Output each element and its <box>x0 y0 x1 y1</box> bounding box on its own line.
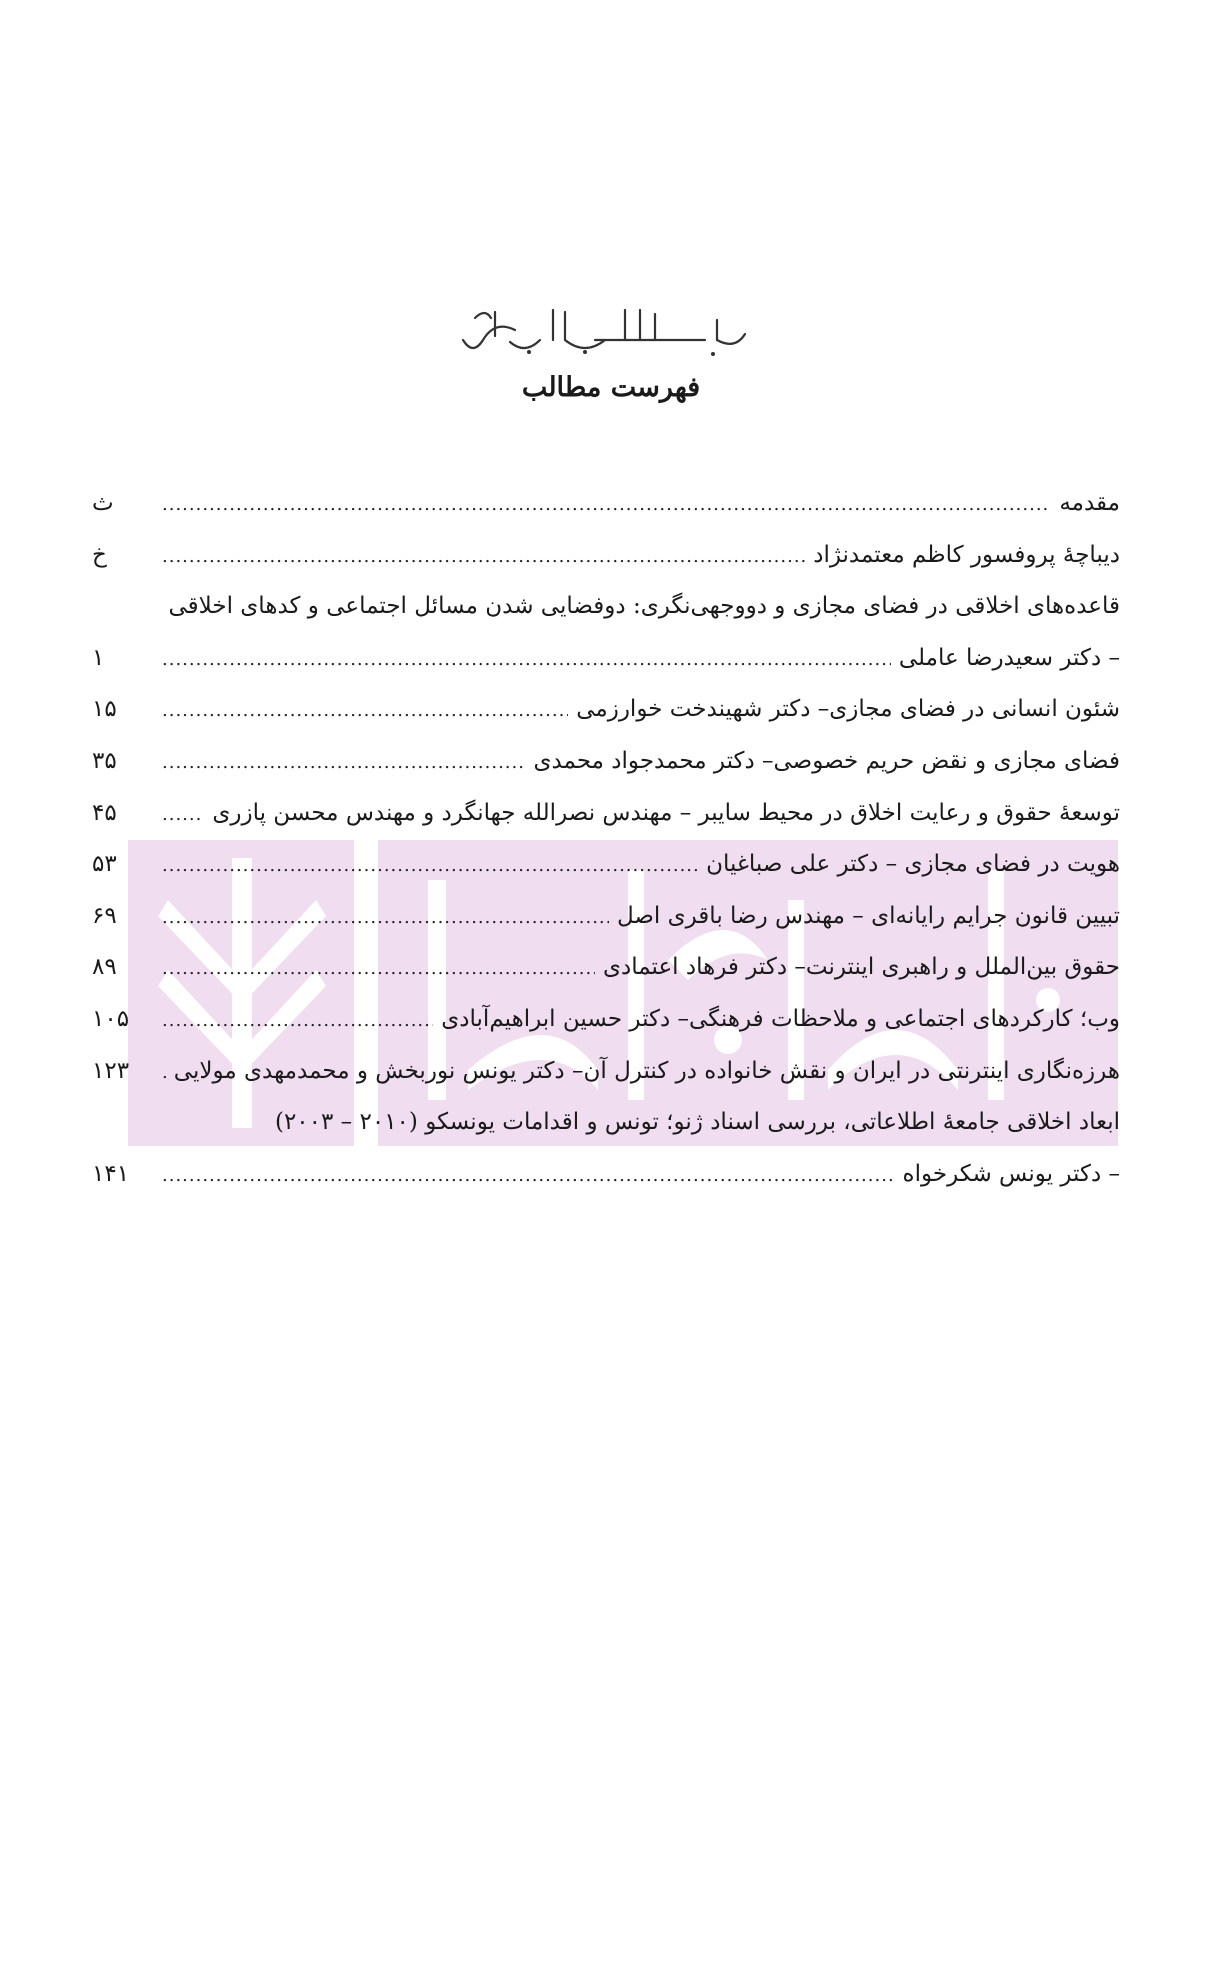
toc-entry-page: ۵۳ <box>92 851 117 878</box>
toc-entry-title: فضای مجازی و نقض حریم خصوصی– دکتر محمدجواد محمدی <box>533 747 1120 774</box>
toc-entry <box>92 736 1120 788</box>
basmala-text <box>755 300 756 301</box>
toc-entry-page: ۳۵ <box>92 747 117 774</box>
toc-entry-page: ۸۹ <box>92 954 117 981</box>
dot-leader <box>162 943 595 995</box>
toc-entry-page: ۱۲۳ <box>92 1057 130 1084</box>
toc-entry <box>92 1149 1120 1201</box>
toc-entry <box>92 891 1120 943</box>
dot-leader <box>162 479 1051 531</box>
dot-leader <box>162 531 805 583</box>
toc-entry <box>92 478 1120 530</box>
toc-entry <box>92 839 1120 891</box>
toc-entry-title: وب؛ کارکردهای اجتماعی و ملاحظات فرهنگی– دکتر حسین ابراهیم‌آبادی <box>441 1005 1120 1032</box>
toc-entry-title: قاعده‌های اخلاقی در فضای مجازی و دووجهی‌نگری: دوفضایی شدن مسائل اجتماعی و کدهای اخلاقی <box>168 593 1120 620</box>
toc-entry-title: دیباچهٔ پروفسور کاظم معتمدنژاد <box>813 541 1120 568</box>
dot-leader <box>162 995 433 1047</box>
toc-entry-title: مقدمه <box>1059 490 1120 516</box>
basmala-calligraphy <box>455 300 755 362</box>
toc-entry <box>92 684 1120 736</box>
toc-entry-page: ۱۴۱ <box>92 1160 130 1187</box>
toc-entry-title: – دکتر سعیدرضا عاملی <box>898 644 1120 671</box>
toc-entry-title: توسعهٔ حقوق و رعایت اخلاق در محیط سایبر – مهندس نصرالله جهانگرد و مهندس محسن پازری <box>212 799 1120 826</box>
basmala-icon <box>455 300 755 362</box>
dot-leader <box>162 1150 895 1202</box>
toc-entry-page: خ <box>92 541 107 568</box>
toc-entry-page: ۶۹ <box>92 902 117 929</box>
dot-leader <box>162 634 891 686</box>
dot-leader <box>162 685 568 737</box>
toc-entry-page: ۱۵ <box>92 696 117 723</box>
toc-entry <box>92 788 1120 840</box>
toc-entry <box>92 942 1120 994</box>
toc-entry-page: ۱ <box>92 644 105 671</box>
toc-entry <box>92 530 1120 582</box>
toc-entry <box>92 1097 1120 1149</box>
dot-leader <box>162 840 698 892</box>
toc-entry-title: حقوق بین‌الملل و راهبری اینترنت– دکتر فرهاد اعتمادی <box>602 954 1120 981</box>
page-title: فهرست مطالب <box>521 372 701 403</box>
dot-leader <box>162 737 525 789</box>
toc-entry-title: هرزه‌نگاری اینترنتی در ایران و نقش خانواده در کنترل آن– دکتر یونس نوربخش و محمدمهدی مولایی <box>173 1057 1120 1084</box>
dot-leader <box>162 1047 166 1099</box>
toc-entry-page: ۴۵ <box>92 799 117 826</box>
toc-entry-title: هویت در فضای مجازی – دکتر علی صباغیان <box>706 851 1120 878</box>
toc-entry-title: – دکتر یونس شکرخواه <box>902 1160 1120 1187</box>
toc-entry <box>92 994 1120 1046</box>
toc-entry-title: تبیین قانون جرایم رایانه‌ای – مهندس رضا باقری اصل <box>616 902 1120 929</box>
toc-entry-page: ث <box>92 490 114 516</box>
toc-entry <box>92 1046 1120 1098</box>
toc-entry-page: ۱۰۵ <box>92 1005 130 1032</box>
table-of-contents <box>92 478 1120 1200</box>
toc-entry-title: شئون انسانی در فضای مجازی– دکتر شهیندخت خوارزمی <box>576 696 1120 723</box>
dot-leader <box>162 892 609 944</box>
toc-entry <box>92 633 1120 685</box>
toc-entry-title: ابعاد اخلاقی جامعهٔ اطلاعاتی، بررسی اسناد ژنو؛ تونس و اقدامات یونسکو (۲۰۱۰ – ۲۰۰۳) <box>274 1109 1120 1136</box>
toc-entry <box>92 581 1120 633</box>
dot-leader <box>162 789 204 841</box>
